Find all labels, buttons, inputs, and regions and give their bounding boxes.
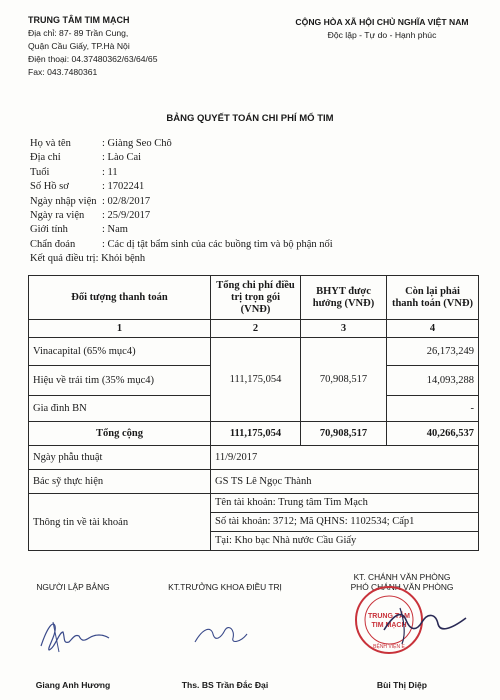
address-line-2: Quận Cầu Giấy, TP.Hà Nội [28, 41, 130, 51]
address-line-1: Địa chỉ: 87- 89 Trần Cung, [28, 28, 129, 38]
phone: Điện thoại: 04.37480362/63/64/65 [28, 54, 158, 64]
field-value: : 25/9/2017 [102, 209, 151, 221]
result-text: Kết quả điều trị: Khỏi bệnh [30, 253, 146, 265]
account-name: Tên tài khoản: Trung tâm Tim Mạch [211, 494, 478, 513]
merged-bhyt: 70,908,517 [301, 338, 387, 422]
fax: Fax: 043.7480361 [28, 67, 98, 77]
nation-name: CỘNG HÒA XÃ HỘI CHỦ NGHĨA VIỆT NAM [295, 17, 469, 27]
account-details [211, 494, 479, 551]
field-value: : Các dị tật bẩm sinh của các buồng tim và bộ phận nối [102, 238, 333, 250]
patient-field [30, 138, 480, 152]
field-value: : Lào Cai [102, 152, 142, 164]
handwritten-signature-office [380, 600, 470, 650]
handwritten-signature [185, 608, 265, 658]
patient-field [30, 210, 480, 224]
col-number: 1 [29, 320, 211, 338]
org-name: TRUNG TÂM TIM MẠCH [28, 15, 130, 25]
doctor-value: GS TS Lê Ngọc Thành [211, 470, 479, 494]
signature-block-preparer [18, 572, 128, 690]
field-label: Chẩn đoán [30, 238, 76, 250]
remaining-value: 14,093,288 [387, 366, 479, 396]
header-remaining: Còn lại phải thanh toán (VNĐ) [387, 276, 479, 320]
field-label: Họ và tên [30, 138, 71, 149]
column-number-row [29, 320, 479, 338]
remaining-value: - [387, 396, 479, 422]
seal-text-mid: TIM MẠCH [371, 622, 407, 629]
total-cost: 111,175,054 [211, 422, 301, 446]
account-number: Số tài khoản: 3712; Mã QHNS: 1102534; Cấp1 [211, 513, 478, 532]
field-value: : 11 [102, 166, 118, 178]
field-label: Ngày ra viện [30, 209, 85, 221]
seal-text-ring: BỆNH VIỆN E [373, 644, 405, 650]
signer-role-line-1: KT. CHÁNH VĂN PHÒNG [353, 572, 451, 582]
field-label: Địa chỉ [30, 152, 61, 164]
signer-name: Ths. BS Trần Đắc Đại [181, 680, 269, 690]
patient-info [30, 138, 480, 268]
account-bank: Tại: Kho bạc Nhà nước Cầu Giấy [215, 535, 357, 546]
field-label: Ngày nhập viện [30, 195, 97, 207]
payer-label: Gia đình BN [29, 396, 211, 422]
surgery-date-value: 11/9/2017 [211, 446, 479, 470]
field-label: Tuổi [30, 166, 50, 178]
patient-field [30, 181, 480, 195]
signer-name: Bùi Thị Diệp [376, 680, 428, 690]
signer-role: KT.TRƯỞNG KHOA ĐIỀU TRỊ [168, 582, 282, 592]
field-label: Số Hồ sơ [30, 181, 69, 193]
treatment-result [30, 253, 480, 267]
payer-label: Hiệu về trái tim (35% mục4) [29, 366, 211, 396]
document-title: BẢNG QUYẾT TOÁN CHI PHÍ MỔ TIM [166, 113, 334, 124]
field-value: : Nam [102, 224, 128, 236]
patient-field [30, 239, 480, 253]
surgery-date-label: Ngày phẫu thuật [29, 446, 211, 470]
signer-role-line-2: PHÓ CHÁNH VĂN PHÒNG [350, 582, 454, 592]
handwritten-signature [33, 608, 113, 658]
account-row [29, 494, 479, 551]
patient-field [30, 196, 480, 210]
table-row [29, 338, 479, 366]
issuer-header [28, 14, 158, 79]
doctor-label: Bác sỹ thực hiện [29, 470, 211, 494]
surgery-date-row [29, 446, 479, 470]
header-bhyt: BHYT được hưởng (VNĐ) [301, 276, 387, 320]
field-value: : Giàng Seo Chô [102, 138, 172, 149]
remaining-value: 26,173,249 [387, 338, 479, 366]
signature-block-department [150, 572, 300, 690]
col-number: 3 [301, 320, 387, 338]
merged-total-cost: 111,175,054 [211, 338, 301, 422]
header-total-cost: Tổng chi phí điều trị trọn gói (VNĐ) [211, 276, 301, 320]
patient-field [30, 224, 480, 238]
table-header-row [29, 276, 479, 320]
payment-table [28, 275, 479, 551]
patient-field [30, 152, 480, 166]
field-value: : 02/8/2017 [102, 195, 151, 207]
col-number: 4 [387, 320, 479, 338]
total-remaining: 40,266,537 [387, 422, 479, 446]
nation-header [282, 16, 482, 42]
patient-field [30, 167, 480, 181]
field-value: : 1702241 [102, 181, 145, 193]
signer-role: NGƯỜI LẬP BẢNG [36, 582, 110, 592]
field-label: Giới tính [30, 224, 68, 236]
motto: Độc lập - Tự do - Hạnh phúc [327, 30, 437, 40]
total-row [29, 422, 479, 446]
header-payer: Đối tượng thanh toán [29, 276, 211, 320]
total-bhyt: 70,908,517 [301, 422, 387, 446]
doctor-row [29, 470, 479, 494]
signer-name: Giang Anh Hương [35, 680, 111, 690]
total-label: Tổng cộng [29, 422, 211, 446]
col-number: 2 [211, 320, 301, 338]
payer-label: Vinacapital (65% mục4) [29, 338, 211, 366]
account-label: Thông tin về tài khoản [29, 494, 211, 551]
seal-text-top: TRUNG TÂM [368, 613, 410, 620]
